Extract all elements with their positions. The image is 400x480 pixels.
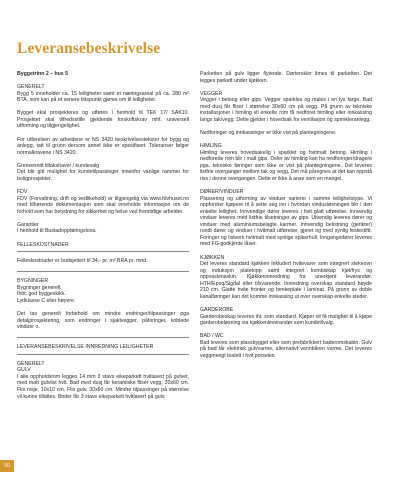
- section-heading: Grensesnitt tiltakshaver / kundevalg: [17, 162, 100, 169]
- divider: [17, 271, 189, 272]
- paragraph: Nedforinger og innkassinger er ikke vist på plantegningene.: [200, 130, 337, 137]
- paragraph: Bygg 5 inneholder ca. 15 leiligheter samt et næringsareal på ca. 280 m² BTA, som kan på et senere tidspunkt gjøres om til leiligheter.: [17, 90, 189, 104]
- paragraph: Garderobeskap leveres iht. som standard. Kjøper vil få mulighet til å kjøpe garderobeløsning via kjøkkenleverandør som kundetilvalg.: [200, 313, 372, 327]
- section-heading: GARDEROBE: [200, 306, 234, 313]
- paragraph: FDV (Forvaltning, drift og vedlikehold) er tilgjengelig via www.fdvhuset.no med tilhørende dokumentasjon som skal inneholde informasjon om de forhold som har betydning for sikkerhet og helse ved fremtidige arbeider.: [17, 195, 189, 215]
- section-byggetrinn: [17, 71, 189, 78]
- list-item: Ihht. god byggeskikk.: [17, 291, 66, 298]
- section-felleskostnader: [17, 242, 189, 265]
- section-parkett: [200, 71, 372, 84]
- section-dorer-vinduer: [200, 189, 372, 248]
- section-heading: Garantier: [17, 221, 39, 228]
- section-heading: BYGNINGER: [17, 278, 49, 285]
- paragraph: Vegger i betong eller gips. Vegger sparkles og males i en lys farge. Bad med dusj får fliser i størrelse 30x60 cm på vegg. På grunn av tekniske installasjoner i himling vil enkelte rom få nedforet himling eller innkassing langs tak/vegg. Dette gjelder i hovedsak for ventilasjon og sprinkleranlegg.: [200, 97, 372, 123]
- section-fdv: [17, 189, 189, 215]
- section-vegger: [200, 91, 372, 137]
- paragraph: I henhold til Bustadoppføringslova.: [17, 228, 97, 235]
- subheading: Bygninger generelt: [17, 284, 61, 291]
- paragraph: Det leveres standard kjøkken inkludert hvitevarer som integrert stekeovn og induksjon platetopp samt integrert kombiskap kjøl/frys og oppvaskmaskin. Kjøkkeninnredning fra anerkjent leverandør. HTH/Epoq/Sigdal eller tilsvarende. Innredning overskap standard høyde 210 cm. Glatte hvite fronter og benkeplate i laminat. På grunn av doble kanalføringer kan det komme innkassing ut over overskap enkelte steder.: [200, 261, 372, 300]
- section-heading: GENERELT: [17, 84, 45, 91]
- page-title: Leveransebeskrivelse: [17, 40, 161, 57]
- list-item: Lydklasse C eller høyere.: [17, 297, 76, 304]
- paragraph: Parketten på gulv ligger flytende. Dørterskler limes til parketten. Det legges parkett under kjøkken.: [200, 71, 372, 84]
- paragraph: Bygget skal prosjekteres og utføres i henhold til TEK 17/ SAK10. Prosjektet skal tilfredsstille gjeldende forskriftskrav mht. universell utforming og tilgjengelighet.: [17, 110, 189, 130]
- paragraph: Himling leveres hovedsakelig i sparklet og hvitmalt betong. Himling i nedforede rom blir i malt gips. Deler av himling kan ha nedforinger/dragere pga. tekniske føringer som ikke er vist på plantegningene. Det leveres listfrie overganger mellom tak og vegg. Det må påregnes at det kan oppstå riss i denne overgangen. Dette er ikke å anse som en mangel.: [200, 149, 372, 182]
- page-number: 50: [0, 460, 14, 472]
- section-heading: DØRER/VINDUER: [200, 189, 244, 196]
- section-bygninger: [17, 278, 189, 330]
- section-grensesnitt: [17, 163, 189, 183]
- paragraph: Det tas generelt forbehold om mindre endringer/tilpassinger pga detaljprosjektering, som endringer i sjaktvegger, påforinger, koblede vinduer o.: [17, 311, 189, 331]
- paragraph: For utførelsen av arbeidene er NS 3420 beskrivelsestekster for bygg og anlegg, tatt til grunn dersom annet ikke er spesifisert. Toleranser følger normalkravene i NS 3420.: [17, 136, 189, 156]
- section-kjokken: [200, 255, 372, 301]
- section-garderobe: [200, 307, 372, 327]
- section-garantier: [17, 222, 189, 235]
- section-heading: LEVERANSEBESKRIVELSE INNREDNING LEILIGHETER: [17, 344, 189, 355]
- paragraph: I alle oppholdsrom legges 14 mm 3 stavs eikeparkett hvitlasert på gulvet, med matt gulvlist hvit. Bad med dusj får keramiske fliser vegg, 30x60 cm. Flis nisje, 10x10 cm. Flis gulv, 30x60 cm. Mindre tilpassinger på størrelse vil kunne tillattes. Boder får 3 stavs eikeparkett hvitlasert på gulv.: [17, 373, 189, 400]
- paragraph: Bad leveres som plassbygget eller som prefabrikkert baderomskabin. Gulv på bad får elektrisk gulvvarme, alternativt vannbåren varme. Det leveres veggmengt toalett i hvit porselen.: [200, 339, 372, 359]
- subheading: GENERELT: [17, 360, 45, 367]
- section-innredning: [17, 344, 189, 400]
- section-bad-wc: [200, 333, 372, 359]
- section-heading: FDV: [17, 189, 28, 196]
- section-heading: BAD / WC: [200, 333, 224, 340]
- section-heading: Byggetrinn 2 – hus 5: [17, 71, 69, 77]
- section-heading: KJØKKEN: [200, 254, 225, 261]
- left-column: [17, 71, 189, 407]
- section-heading: VEGGER: [200, 90, 223, 97]
- right-column: [200, 71, 372, 366]
- paragraph: Det blir gitt mulighet for kundetilpassinger innenfor vanlige rammer for boligprosjekter.: [17, 169, 189, 182]
- section-generelt: [17, 84, 189, 156]
- paragraph: Felleskostnader er budsjettert til 34,- pr. m² BRA pr. mnd.: [17, 258, 148, 265]
- divider: [17, 337, 189, 338]
- section-heading: FELLESKOSTNADER: [17, 242, 189, 253]
- section-heading: HIMLING: [200, 143, 222, 150]
- section-himling: [200, 143, 372, 182]
- subheading: GULV: [17, 367, 31, 374]
- paragraph: Plassering og utforming av vinduer varierer i samme leilighetstype. Vi oppfordrer kjøpere til å sette seg inn i hvordan vindusløsningen blir i den enkelte leilighet. Innvendige dører leveres i hvit glatt utførelse. Innvendig vinduer leveres med listfrie tilsetninger av gips. Utvendig leveres dører og vinduer med aluminiumsbelagte karmer. Innvendig belistning (gerikter) rundt dører og vinduer i hvitmalt utførelse, gjeret og med synlig festestiftt. Foringer og listverk hvitmalt med synlige spikerhull. Inngangsdører leveres med FG-godkjente låser.: [200, 195, 372, 248]
